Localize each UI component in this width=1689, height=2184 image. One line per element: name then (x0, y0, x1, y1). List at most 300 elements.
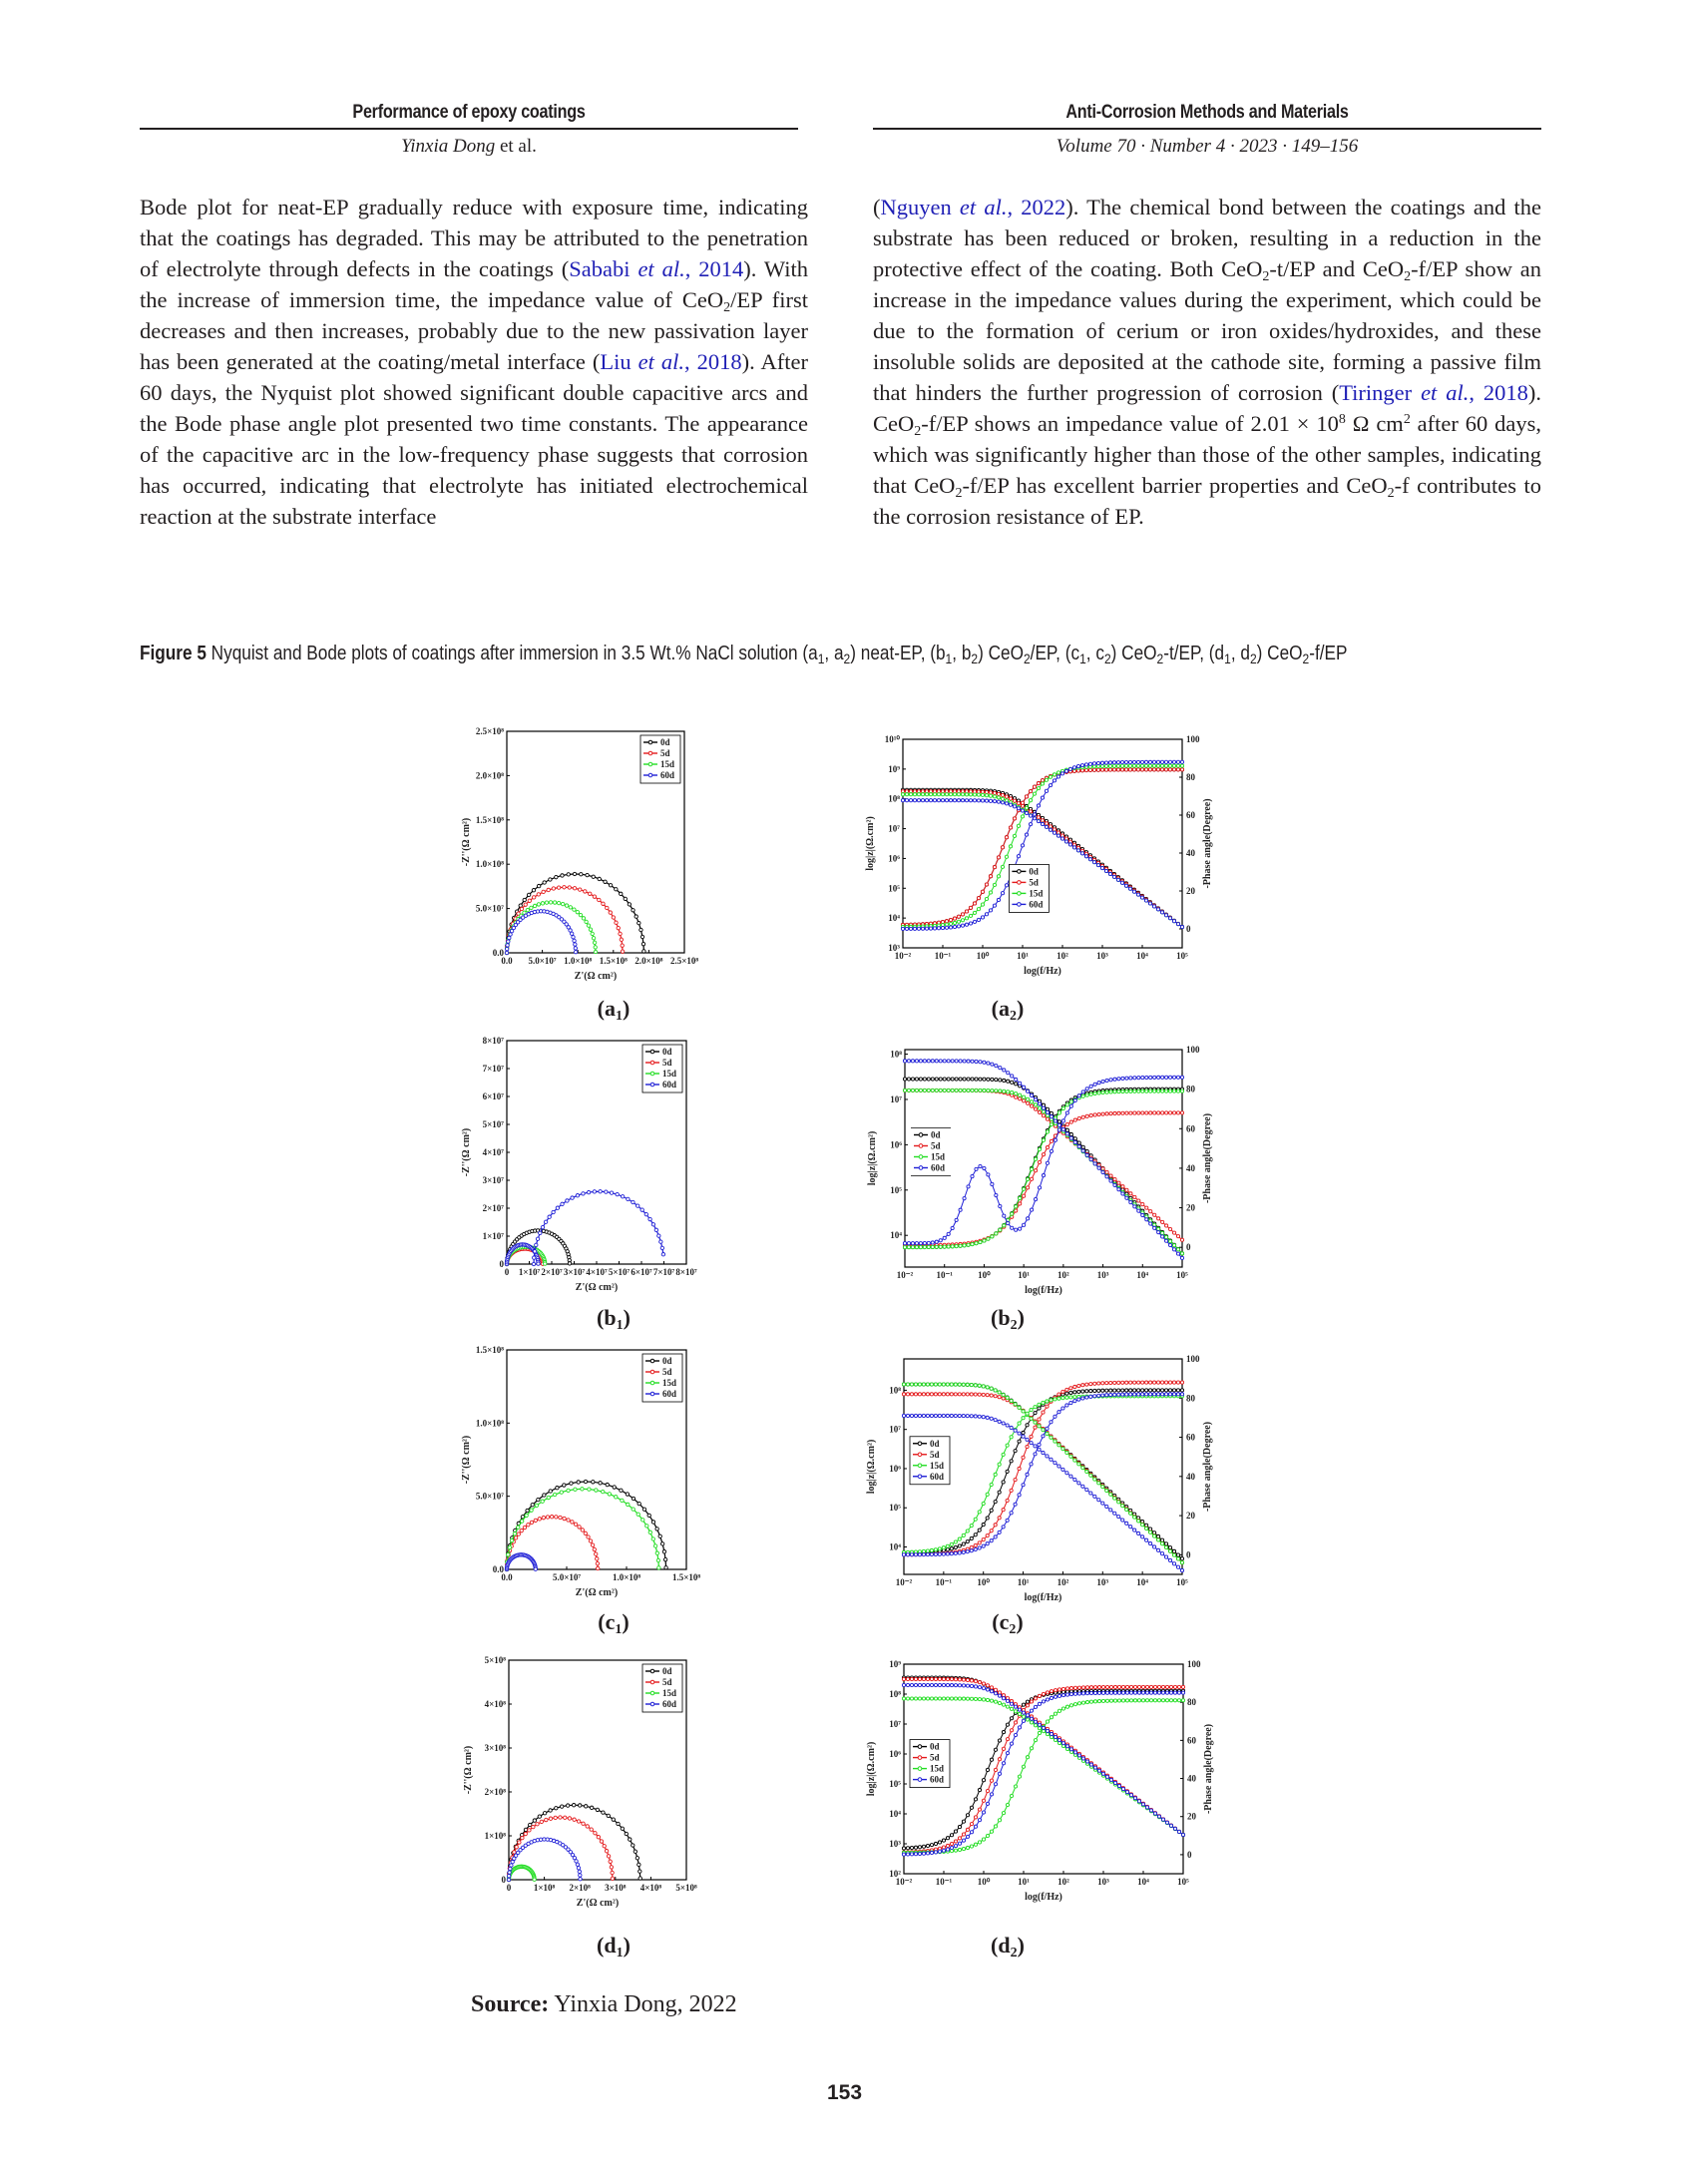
text-run: /EP first decreases and then increases, probably due to the new passivation layer has been generated at the coating/metal interface ( (140, 287, 808, 374)
data-point (517, 1526, 520, 1529)
impedance-point (949, 799, 952, 802)
chart-svg (461, 1654, 696, 1910)
phase-point (1080, 764, 1083, 767)
legend-swatch-marker (650, 1691, 654, 1695)
phase-point (1057, 1688, 1060, 1691)
impedance-point (990, 1699, 993, 1702)
impedance-point (943, 1078, 946, 1081)
impedance-point (998, 1420, 1001, 1423)
phase-point (1105, 1382, 1108, 1385)
x-tick-label: 10⁻² (895, 1577, 913, 1587)
impedance-point (965, 793, 968, 796)
data-point (602, 1811, 605, 1814)
data-point (656, 1558, 659, 1561)
y2-tick-label: 80 (1187, 1697, 1196, 1708)
phase-point (934, 1851, 937, 1854)
impedance-point (1141, 1524, 1144, 1527)
phase-point (909, 927, 912, 930)
phase-point (1014, 1479, 1017, 1482)
phase-point (1038, 1403, 1041, 1406)
series-60d (505, 910, 577, 955)
phase-point (1081, 1390, 1084, 1393)
phase-point (950, 1552, 953, 1555)
y-tick-label: 10⁴ (888, 913, 900, 924)
data-point (639, 928, 642, 931)
legend-label: 15d (1029, 888, 1044, 899)
phase-point (970, 1545, 973, 1548)
phase-point (1038, 1147, 1041, 1150)
phase-point (982, 1838, 985, 1841)
impedance-point (1038, 1110, 1041, 1113)
impedance-point (913, 799, 916, 802)
impedance-point (906, 1393, 909, 1396)
phase-point (914, 1553, 917, 1556)
y-axis-label: -Z''(Ω cm²) (463, 1745, 474, 1795)
phase-point (1085, 1383, 1088, 1386)
phase-point (998, 1517, 1001, 1520)
phase-point (1046, 1698, 1049, 1701)
y-tick-label: 2×10⁸ (484, 1787, 506, 1797)
data-point (648, 1217, 651, 1220)
phase-point (1129, 1393, 1132, 1396)
phase-point (946, 1548, 949, 1551)
impedance-point (1027, 1097, 1030, 1100)
data-point (564, 1816, 567, 1819)
impedance-point (1164, 1555, 1167, 1558)
impedance-point (1168, 1243, 1171, 1246)
phase-point (1057, 1694, 1060, 1697)
legend-label: 5d (1029, 877, 1039, 888)
phase-point (906, 1853, 909, 1856)
phase-point (1161, 1699, 1164, 1702)
data-point (507, 1878, 510, 1881)
y-tick-label: 10⁴ (889, 1809, 901, 1819)
phase-point (914, 1853, 917, 1856)
phase-point (1153, 1111, 1156, 1114)
impedance-point (906, 1697, 909, 1700)
y-axis-label: -Z''(Ω cm²) (461, 817, 472, 867)
impedance-point (927, 1078, 930, 1081)
phase-point (1089, 1085, 1092, 1088)
phase-point (1141, 1381, 1144, 1384)
legend-label: 15d (660, 759, 675, 769)
subscript: 1 (817, 651, 825, 666)
phase-point (1101, 1389, 1104, 1392)
phase-point (1084, 763, 1087, 766)
phase-point (955, 1218, 958, 1221)
phase-point (978, 1541, 981, 1544)
body-column-right (873, 192, 1541, 532)
impedance-point (1176, 1235, 1179, 1238)
phase-point (1176, 760, 1179, 763)
impedance-point (1101, 1502, 1104, 1505)
impedance-point (947, 1078, 950, 1081)
data-point (537, 1262, 540, 1265)
phase-point (1017, 855, 1020, 858)
phase-point (969, 906, 972, 909)
phase-point (973, 902, 976, 905)
text-run: -f contributes to the corrosion resistance of EP. (873, 473, 1541, 529)
y-tick-label: 5×10⁸ (484, 1655, 506, 1665)
text-run: ) CeO (1256, 643, 1303, 664)
phase-point (1026, 1412, 1029, 1415)
phase-point (954, 1540, 957, 1543)
phase-point (945, 926, 948, 929)
phase-point (1065, 1396, 1068, 1399)
phase-point (1042, 1411, 1045, 1414)
phase-point (959, 1208, 962, 1211)
header-rule (873, 128, 1541, 130)
phase-point (1081, 1692, 1084, 1695)
impedance-point (927, 1060, 930, 1063)
phase-point (1149, 1090, 1152, 1092)
phase-point (1093, 1092, 1096, 1094)
text-run: -f/EP has excellent barrier properties and CeO (962, 473, 1388, 498)
phase-point (1001, 892, 1004, 895)
impedance-point (993, 791, 996, 794)
impedance-point (913, 793, 916, 796)
legend-swatch-marker (650, 1381, 654, 1385)
data-point (579, 1874, 582, 1877)
impedance-point (902, 1697, 905, 1700)
text-run: , d (1230, 643, 1250, 664)
phase-point (1027, 1186, 1030, 1189)
phase-point (1129, 1691, 1132, 1694)
phase-point (981, 916, 984, 919)
phase-line (905, 1112, 1182, 1245)
phase-point (1014, 1785, 1017, 1788)
legend-swatch-marker (919, 1133, 923, 1137)
impedance-point (1025, 811, 1028, 814)
phase-point (906, 1553, 909, 1556)
data-point (594, 950, 597, 953)
data-point (615, 921, 618, 924)
data-point (640, 1208, 643, 1211)
y2-tick-label: 80 (1186, 772, 1195, 782)
impedance-point (1113, 1512, 1116, 1515)
data-point (508, 1545, 511, 1548)
data-point (647, 1514, 650, 1517)
phase-point (1153, 1076, 1156, 1079)
impedance-point (1034, 1103, 1037, 1106)
data-point (653, 1544, 656, 1547)
phase-point (1010, 1512, 1013, 1515)
y-tick-label: 1×10⁸ (484, 1831, 506, 1841)
phase-point (1177, 1691, 1180, 1694)
data-point (658, 1534, 661, 1537)
phase-point (999, 1228, 1002, 1231)
phase-point (1093, 1395, 1096, 1398)
y-tick-label: 0 (499, 1259, 504, 1269)
impedance-point (1180, 1256, 1183, 1259)
impedance-point (1097, 1499, 1100, 1502)
phase-point (1101, 1080, 1104, 1083)
phase-point (961, 919, 964, 922)
impedance-point (1061, 1127, 1064, 1130)
impedance-point (989, 791, 992, 794)
y-tick-label: 0.0 (492, 948, 504, 958)
x-tick-label: 10⁵ (1176, 1577, 1188, 1587)
x-tick-label: 1.0×10⁸ (564, 956, 593, 966)
citation-etal: et al. (637, 349, 684, 374)
running-header-right (873, 100, 1541, 158)
phase-point (1141, 1699, 1144, 1702)
phase-point (1133, 1699, 1136, 1702)
phase-point (1137, 1691, 1140, 1694)
header-rule (140, 128, 798, 130)
phase-point (1101, 1691, 1104, 1694)
impedance-point (1065, 1472, 1068, 1475)
impedance-point (989, 794, 992, 797)
phase-point (1037, 804, 1040, 807)
phase-point (994, 1524, 997, 1527)
phase-point (1022, 1456, 1025, 1459)
legend-label: 0d (1029, 866, 1039, 877)
phase-point (1156, 1381, 1159, 1384)
phase-point (1038, 1160, 1041, 1163)
phase-point (1050, 1139, 1053, 1142)
data-point (544, 1220, 547, 1223)
data-point (506, 944, 509, 947)
impedance-point (914, 1677, 917, 1680)
text-run: , a (824, 643, 844, 664)
phase-point (1161, 1090, 1164, 1092)
data-point (541, 1500, 544, 1503)
impedance-point (931, 1060, 934, 1063)
impedance-point (982, 1385, 985, 1388)
impedance-point (994, 1700, 997, 1703)
phase-point (1057, 1397, 1060, 1400)
x-tick-label: 5.0×10⁷ (528, 956, 557, 966)
author-line (401, 136, 537, 157)
phase-point (1168, 760, 1171, 763)
impedance-point (1017, 802, 1020, 805)
impedance-point (1141, 1202, 1144, 1205)
running-header-left (140, 100, 798, 158)
data-point (509, 1867, 512, 1870)
y-tick-label: 10⁶ (890, 1139, 902, 1150)
phase-point (986, 1834, 989, 1837)
phase-point (974, 1816, 977, 1819)
phase-point (1065, 1122, 1068, 1125)
phase-point (985, 897, 988, 900)
phase-point (1121, 1090, 1124, 1092)
phase-point (1117, 1381, 1120, 1384)
data-point (609, 911, 612, 914)
phase-point (1073, 1118, 1076, 1121)
impedance-point (1168, 1549, 1171, 1552)
impedance-point (1084, 855, 1087, 858)
data-point (527, 1524, 530, 1527)
phase-point (911, 1242, 914, 1245)
citation-author: Sababi (569, 256, 638, 281)
impedance-point (962, 1678, 965, 1681)
y-tick-label: 10⁸ (888, 793, 900, 804)
phase-point (966, 1846, 969, 1849)
phase-point (1037, 781, 1040, 784)
data-point (543, 1812, 546, 1815)
impedance-point (946, 1697, 949, 1700)
citation-link[interactable] (569, 256, 743, 281)
phase-point (990, 1483, 993, 1486)
data-point (601, 1490, 604, 1493)
phase-point (918, 1852, 921, 1855)
phase-point (1129, 1685, 1132, 1688)
phase-point (922, 1553, 925, 1556)
impedance-point (1015, 1095, 1018, 1098)
phase-point (958, 1551, 961, 1554)
impedance-point (1010, 1702, 1013, 1705)
citation-link[interactable] (1339, 380, 1528, 405)
impedance-point (1176, 1553, 1179, 1556)
data-point (517, 1532, 520, 1535)
impedance-point (1057, 1465, 1060, 1468)
legend-swatch-marker (918, 1464, 922, 1468)
phase-point (989, 909, 992, 912)
impedance-point (1153, 1545, 1156, 1548)
phase-point (1045, 778, 1048, 781)
phase-point (1006, 1752, 1009, 1755)
phase-point (1089, 1092, 1092, 1095)
phase-point (1177, 1685, 1180, 1688)
phase-point (1180, 768, 1183, 771)
x-tick-label: 2.5×10⁸ (669, 956, 699, 966)
text-run: after 60 days, which was significantly higher than those of the other samples, indicating that CeO (873, 411, 1542, 498)
data-point (528, 1829, 531, 1832)
data-point (574, 1488, 577, 1491)
y2-tick-label: 20 (1186, 1511, 1195, 1522)
impedance-point (950, 1414, 953, 1417)
phase-point (1027, 1217, 1030, 1220)
phase-point (1133, 1393, 1136, 1396)
phase-point (930, 1548, 933, 1551)
phase-point (1165, 1090, 1168, 1092)
impedance-point (1023, 1099, 1026, 1102)
phase-point (998, 1772, 1001, 1775)
data-point (607, 1814, 610, 1817)
data-point (584, 1531, 587, 1534)
phase-point (1157, 1076, 1160, 1079)
phase-point (965, 910, 968, 913)
phase-point (1108, 761, 1111, 764)
impedance-point (910, 1697, 913, 1700)
citation-link[interactable] (600, 349, 741, 374)
impedance-point (1050, 1732, 1053, 1735)
legend-label: 0d (930, 1438, 940, 1449)
panel-label-b1: $(b_1)$ (597, 1305, 631, 1333)
y-tick-label: 8×10⁷ (482, 1036, 504, 1046)
author-name: Yinxia Dong (401, 136, 496, 157)
data-point (574, 950, 577, 953)
phase-point (967, 1243, 970, 1246)
phase-point (1029, 823, 1032, 826)
phase-point (950, 1547, 953, 1550)
phase-point (907, 1242, 910, 1245)
phase-point (1109, 1393, 1112, 1396)
impedance-point (963, 1060, 966, 1063)
phase-point (950, 1846, 953, 1849)
impedance-point (930, 1383, 933, 1386)
data-point (577, 1867, 580, 1870)
impedance-point (1081, 1757, 1084, 1760)
phase-point (942, 1546, 945, 1549)
phase-point (962, 1839, 965, 1842)
impedance-point (1080, 852, 1083, 855)
text-run: Ω cm (1345, 411, 1404, 436)
impedance-point (1021, 809, 1024, 812)
impedance-point (1053, 828, 1056, 831)
impedance-point (1038, 1102, 1041, 1105)
phase-point (1148, 768, 1151, 771)
phase-point (929, 927, 932, 930)
text-run: ). CeO (873, 380, 1541, 436)
impedance-point (974, 1415, 977, 1418)
x-tick-label: 10² (1056, 1577, 1069, 1587)
x-tick-label: 4×10⁸ (639, 1883, 662, 1893)
phase-point (1133, 1381, 1136, 1384)
impedance-point (935, 1060, 938, 1063)
impedance-point (1010, 1707, 1013, 1710)
y2-tick-label: 60 (1186, 1432, 1195, 1443)
data-point (526, 908, 529, 911)
phase-point (991, 1235, 994, 1238)
impedance-point (1003, 1079, 1006, 1082)
phase-point (989, 875, 992, 878)
phase-point (1153, 1393, 1156, 1396)
impedance-point (1105, 1505, 1108, 1508)
impedance-point (1019, 1097, 1022, 1100)
impedance-point (1061, 1742, 1064, 1745)
impedance-point (1156, 1548, 1159, 1551)
x-tick-label: 10⁴ (1136, 1577, 1148, 1587)
text-run: -f/EP show an increase in the impedance values during the experiment, which could be due to the formation of cerium or iron oxides/hydroxides, and these insoluble solids are deposited at the cathode site, forming a passive film that hinders the further progression of corrosion ( (873, 256, 1542, 405)
impedance-point (950, 1697, 953, 1700)
impedance-point (961, 799, 964, 802)
phase-point (959, 1244, 962, 1247)
phase-point (931, 1241, 934, 1244)
phase-point (1153, 1381, 1156, 1384)
impedance-point (1077, 1141, 1080, 1144)
impedance-point (921, 793, 924, 796)
impedance-point (1054, 1735, 1056, 1738)
subscript: 2 (1249, 651, 1257, 666)
phase-point (978, 1546, 981, 1549)
data-point (566, 1804, 569, 1807)
phase-point (953, 925, 956, 928)
data-point (657, 1566, 660, 1569)
legend-swatch-marker (919, 1166, 923, 1170)
x-tick-label: 10⁴ (1137, 1877, 1149, 1887)
data-point (596, 1808, 599, 1811)
impedance-point (1117, 1784, 1120, 1787)
phase-point (990, 1758, 993, 1761)
x-tick-label: 0 (506, 1883, 512, 1893)
phase-point (1097, 1691, 1100, 1694)
chart-svg (864, 1353, 1218, 1604)
phase-point (1145, 1393, 1148, 1396)
phase-point (978, 1841, 981, 1844)
data-point (530, 906, 533, 909)
phase-point (1145, 1090, 1148, 1092)
phase-point (1145, 1691, 1148, 1694)
legend-swatch-marker (650, 1359, 654, 1363)
data-point (645, 1525, 648, 1528)
x-tick-label: 5.0×10⁷ (552, 1572, 582, 1582)
citation-link[interactable] (881, 195, 1066, 219)
phase-point (997, 856, 1000, 859)
phase-point (951, 1245, 954, 1248)
phase-point (1029, 790, 1032, 793)
